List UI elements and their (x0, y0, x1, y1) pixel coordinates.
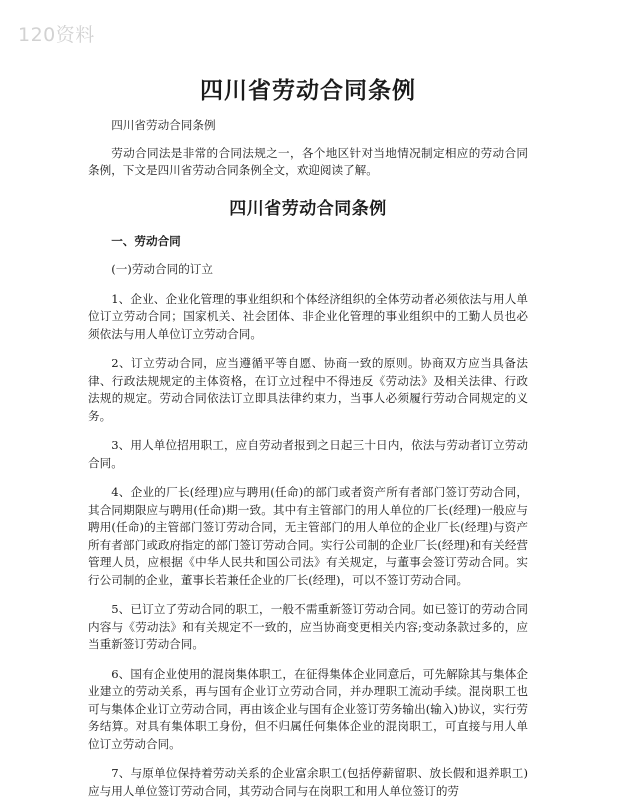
article-paragraph: 1、企业、企业化管理的事业组织和个体经济组织的全体劳动者必须依法与用人单位订立劳动合同；国家机关、社会团体、非企业化管理的事业组织中的工勤人员也必须依法与用人单位订立劳动合同。 (88, 291, 528, 341)
watermark: 120资料 (18, 24, 95, 46)
subsection-heading: (一)劳动合同的订立 (111, 262, 213, 276)
article-paragraph: 5、已订立了劳动合同的职工，一般不需重新签订劳动合同。如已签订的劳动合同内容与《劳动法》和有关规定不一致的，应当协商变更相关内容;变动条款过多的，应当重新签订劳动合同。 (88, 602, 528, 651)
article-paragraph: 7、与原单位保持着劳动关系的企业富余职工(包括停薪留职、放长假和退养职工)应与用人单位签订劳动合同，其劳动合同与在岗职工和用人单位签订的劳 (88, 766, 528, 798)
intro-paragraph: 劳动合同法是非常的合同法规之一，各个地区针对当地情况制定相应的劳动合同条例，下文是四川省劳动合同条例全文，欢迎阅读了解。 (88, 145, 528, 177)
page-title: 四川省劳动合同条例 (200, 78, 416, 104)
article-paragraph: 4、企业的厂长(经理)应与聘用(任命)的部门或者资产所有者部门签订劳动合同，其合同期限应与聘用(任命)期一致。其中有主管部门的用人单位的厂长(经理)一般应与聘用(任命)的主管部门签订劳动合同，无主管部门的用人单位的企业厂长(经理)与资产所有者部门或政府指定的部门签订劳动合同。实行公司制的企业厂长(经理)和有关经营管理人员，应根据《中华人民共和国公司法》有关规定，与董事会签订劳动合同。实行公司制的企业，董事长若兼任企业的厂长(经理)，可以不签订劳动合同。 (88, 485, 528, 587)
document-subtitle: 四川省劳动合同条例 (111, 118, 216, 132)
document-heading: 四川省劳动合同条例 (229, 198, 387, 219)
article-paragraph: 2、订立劳动合同，应当遵循平等自愿、协商一致的原则。协商双方应当具备法律、行政法规规定的主体资格，在订立过程中不得违反《劳动法》及相关法律、行政法规的规定。劳动合同依法订立即具法律约束力，当事人必须履行劳动合同规定的义务。 (88, 356, 528, 423)
document-page (88, 74, 528, 800)
article-paragraph: 6、国有企业使用的混岗集体职工，在征得集体企业同意后，可先解除其与集体企业建立的劳动关系，再与国有企业订立劳动合同，并办理职工流动手续。混岗职工也可与集体企业订立劳动合同，再由该企业与国有企业签订劳务输出(输入)协议，实行劳务结算。对具有集体职工身份，但不归属任何集体企业的混岗职工，可直接与用人单位订立劳动合同。 (88, 666, 528, 751)
article-paragraph: 3、用人单位招用职工，应自劳动者报到之日起三十日内，依法与劳动者订立劳动合同。 (88, 438, 528, 470)
section-heading: 一、劳动合同 (111, 233, 181, 248)
